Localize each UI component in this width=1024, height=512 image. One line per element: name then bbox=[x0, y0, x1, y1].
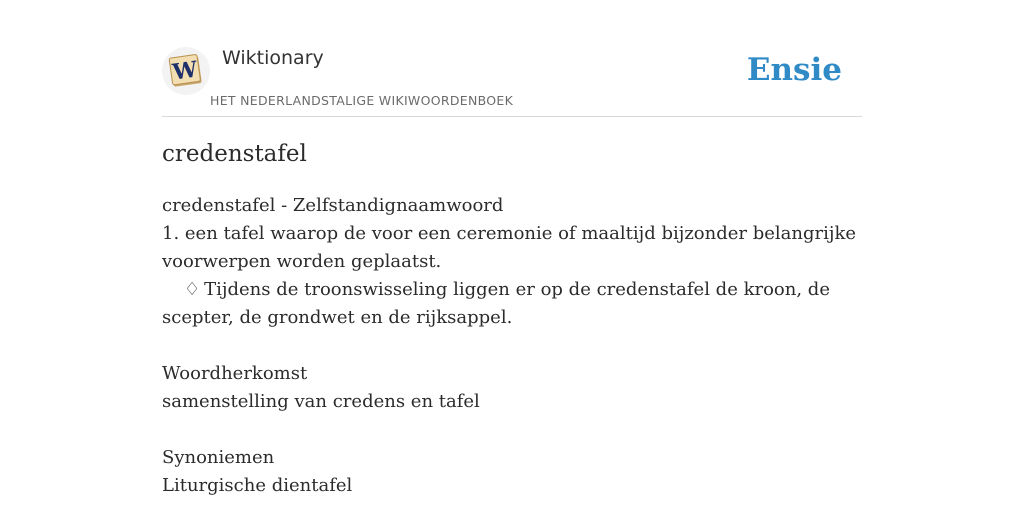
example-text: Tijdens de troonswisseling liggen er op de credenstafel de kroon, de scepter, de grondwet en de rijksappel. bbox=[162, 279, 830, 328]
synonyms-heading: Synoniemen bbox=[162, 447, 275, 468]
etymology-heading: Woordherkomst bbox=[162, 363, 308, 384]
site-name[interactable]: Wiktionary bbox=[222, 47, 324, 69]
wiktionary-tile-icon bbox=[162, 47, 210, 95]
spacer bbox=[162, 332, 864, 360]
definition: 1. een tafel waarop de voor een ceremonie of maaltijd bijzonder belangrijke voorwerpen worden geplaatst. bbox=[162, 223, 857, 272]
site-subtitle: HET NEDERLANDSTALIGE WIKIWOORDENBOEK bbox=[210, 93, 514, 108]
synonyms-text: Liturgische dientafel bbox=[162, 475, 353, 496]
part-of-speech-line: credenstafel - Zelfstandignaamwoord bbox=[162, 195, 504, 216]
site-header bbox=[162, 0, 862, 117]
page-title: credenstafel bbox=[162, 141, 307, 167]
entry-body bbox=[162, 192, 864, 500]
example bbox=[162, 276, 864, 332]
ensie-brand-link[interactable]: Ensie bbox=[746, 52, 842, 88]
logo-letter: W bbox=[170, 56, 200, 86]
wiktionary-logo-icon[interactable] bbox=[162, 47, 210, 95]
spacer bbox=[162, 416, 864, 444]
etymology-text: samenstelling van credens en tafel bbox=[162, 391, 480, 412]
entry-content bbox=[162, 136, 864, 500]
example-marker-icon: ♢ bbox=[184, 279, 201, 300]
